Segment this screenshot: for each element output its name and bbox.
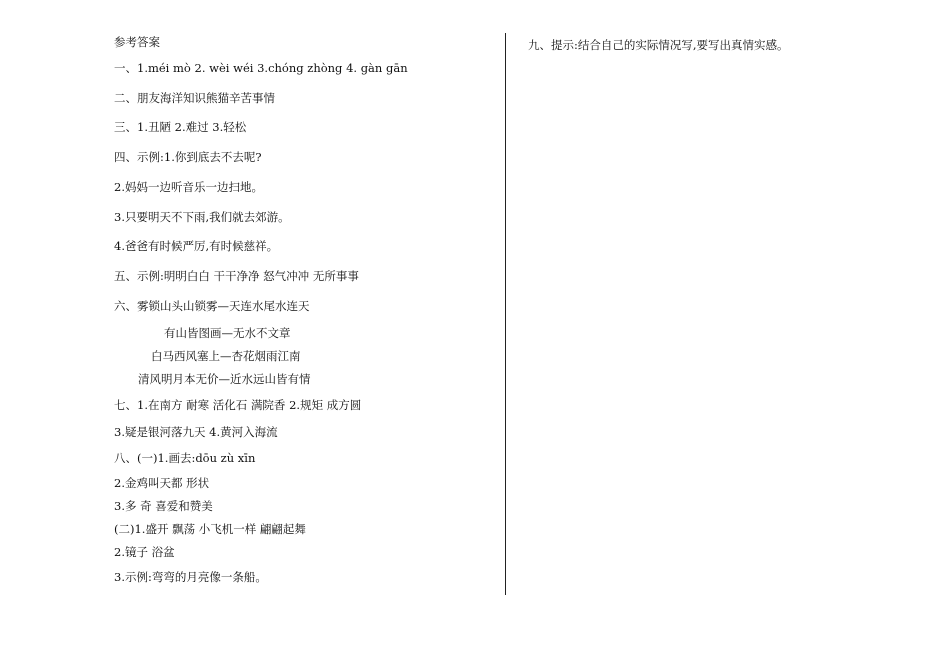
answer-line-6: 3.只要明天不下雨,我们就去郊游。 <box>114 210 290 224</box>
answer-line-9: 六、雾锁山头山锁雾—天连水尾水连天 <box>114 299 310 313</box>
answer-line-19: 2.镜子 浴盆 <box>114 545 175 559</box>
answer-line-13: 七、1.在南方 耐寒 活化石 满院香 2.规矩 成方圆 <box>114 398 362 412</box>
answer-line-2: 二、朋友海洋知识熊猫辛苦事情 <box>114 91 275 105</box>
answer-line-18: (二)1.盛开 飘荡 小飞机一样 翩翩起舞 <box>114 522 306 536</box>
answer-heading: 参考答案 <box>114 35 160 49</box>
answer-line-5: 2.妈妈一边听音乐一边扫地。 <box>114 180 263 194</box>
answer-line-8: 五、示例:明明白白 干干净净 怒气冲冲 无所事事 <box>114 269 359 283</box>
answer-line-15: 八、(一)1.画去:dōu zù xīn <box>114 451 256 465</box>
answer-line-12: 清风明月本无价—近水远山皆有情 <box>138 372 311 386</box>
answer-line-3: 三、1.丑陋 2.难过 3.轻松 <box>114 120 247 134</box>
answer-line-16: 2.金鸡叫天都 形状 <box>114 476 210 490</box>
answer-line-7: 4.爸爸有时候严厉,有时候慈祥。 <box>114 239 279 253</box>
right-column <box>506 0 950 657</box>
answer-line-4: 四、示例:1.你到底去不去呢? <box>114 150 262 164</box>
answer-line-21: 九、提示:结合自己的实际情况写,要写出真情实感。 <box>528 38 789 52</box>
answer-line-1: 一、1.méi mò 2. wèi wéi 3.chóng zhòng 4. gàn gān <box>114 61 408 75</box>
answer-line-14: 3.疑是银河落九天 4.黄河入海流 <box>114 425 278 439</box>
answer-line-20: 3.示例:弯弯的月亮像一条船。 <box>114 570 267 584</box>
answer-line-10: 有山皆图画—无水不文章 <box>164 326 291 340</box>
answer-line-11: 白马西风塞上—杏花烟雨江南 <box>151 349 301 363</box>
answer-line-17: 3.多 奇 喜爱和赞美 <box>114 499 213 513</box>
